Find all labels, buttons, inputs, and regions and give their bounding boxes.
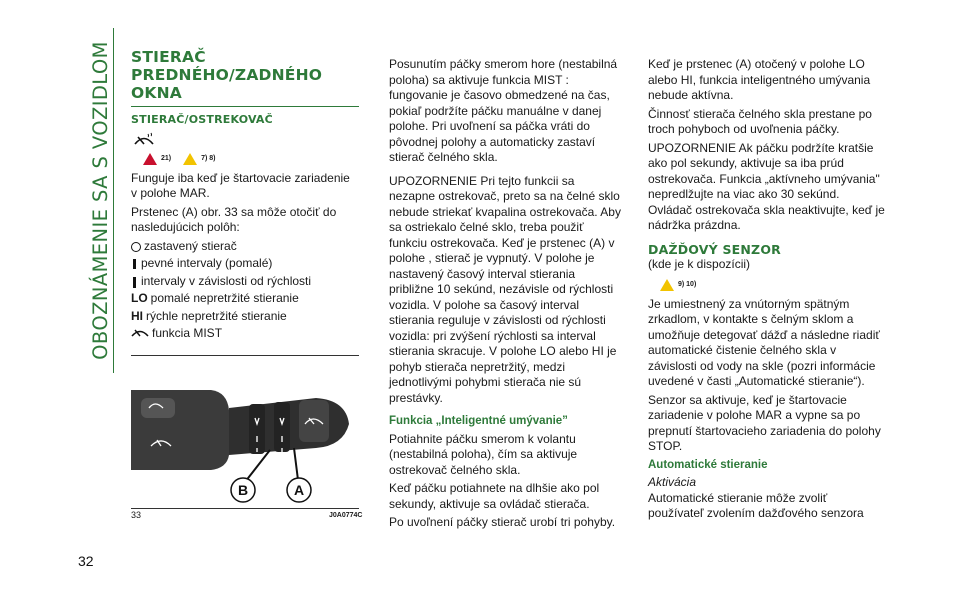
note-ref: 7) 8) [201,154,216,162]
paragraph: Funguje iba keď je štartovacie zariadenie v polohe MAR. [131,170,350,200]
paragraph: Potiahnite páčku smerom k volantu (nestabilná poloha), čím sa aktivuje ostrekovač čelného skla. [389,431,578,477]
paragraph: Po uvoľnení páčky stierač urobí tri pohyby. [389,515,616,529]
figure-top-rule [131,355,359,356]
section-heading: DAŽĎOVÝ SENZOR [648,241,781,257]
column-3 [648,57,886,525]
subsection-heading: Automatické stieranie [648,458,768,471]
note-ref: 9) 10) [678,280,697,288]
mist-icon [131,326,149,338]
danger-warning-icon [143,153,157,165]
paragraph: Automatické stieranie môže zvoliť používateľ zvolením dažďového senzora [648,490,864,520]
section-title: OBOZNÁMENIE SA S VOZIDLOM [88,41,112,360]
list-item: intervaly v závislosti od rýchlosti [131,274,359,290]
column-2 [389,57,621,534]
wiper-washer-icon [133,131,359,147]
interval-bar-icon [133,259,136,269]
figure-wiper-stalk [131,360,359,508]
paragraph: Keď páčku potiahnete na dlhšie ako pol sekundy, aktivuje sa ovládač stierača. [389,481,600,511]
circle-icon [131,242,141,252]
page-number: 32 [78,553,94,569]
speed-bar-icon [133,277,136,288]
list-item: HI rýchle nepretržité stieranie [131,308,287,323]
paragraph: UPOZORNENIE Ak páčku podržíte kratšie ako pol sekundy, aktivuje sa iba prúd ostrekovača. Funkcia „aktívneho umývania" nepredlžujte na viac ako 30 sekúnd. Ovládač ostrekovača skla neaktivujte, keď je nádržka prázdna. [648,140,885,232]
side-divider [113,28,114,373]
label-b: B [237,482,249,498]
section-heading: STIERAČ/OSTREKOVAČ [131,113,273,126]
paragraph: (kde je k dispozícii) [648,257,751,271]
note-ref: 21) [161,154,172,162]
subsection-heading: Funkcia „Inteligentné umývanie” [389,415,568,427]
paragraph: Posunutím páčky smerom hore (nestabilná poloha) sa aktivuje funkcia MIST : fungovanie je časovo obmedzené na čas, pokiaľ podržíte páčku manuálne v danej polohe. Pri uvoľnení sa páčka vráti do pôvodnej polohy a automaticky zastaví stierač čelného skla. [389,57,618,164]
label-a: A [293,482,305,498]
figure-number: 33 [131,510,142,520]
list-item: funkcia MIST [131,326,359,342]
figure-code: J0A0774C [329,512,363,519]
side-tab [88,28,112,373]
paragraph: Je umiestnený za vnútorným spätným zrkadlom, v kontakte s čelným sklom a umožňuje detegovať dážď a následne riadiť automatické čistenie čelného skla v závislosti od vody na skle (pozri informácie uvedené v časti „Automatické stieranie“). [648,296,880,388]
italic-subheading: Aktivácia [648,475,697,489]
paragraph: Senzor sa aktivuje, keď je štartovacie zariadenie v polohe MAR a vypne sa po prepnutí štartovacieho zariadenia do polohy STOP. [648,392,881,453]
list-symbol: LO [131,291,148,305]
paragraph: Prstenec (A) obr. 33 sa môže otočiť do nasledujúcich polôh: [131,204,337,234]
paragraph: Keď je prstenec (A) otočený v polohe LO alebo HI, funkcia inteligentného umývania nebude aktívna. [648,57,871,102]
caution-warning-icon [660,279,674,291]
warning-notes [143,150,359,168]
list-item: LO pomalé nepretržité stieranie [131,291,299,305]
paragraph: Činnosť stierača čelného skla prestane po troch pohyboch od uvoľnenia páčky. [648,106,872,136]
figure-bottom-rule [131,508,359,509]
page-heading: STIERAČ PREDNÉHO/ZADNÉHO OKNA [131,48,323,102]
list-item: zastavený stierač [131,239,359,255]
warning-notes [660,276,886,294]
column-1 [131,48,359,344]
list-symbol: HI [131,308,143,323]
caution-warning-icon [183,153,197,165]
list-item: pevné intervaly (pomalé) [131,256,359,272]
heading-rule [131,106,359,107]
paragraph: UPOZORNENIE Pri tejto funkcii sa nezapne ostrekovač, preto sa na čelné sklo nebude striekať kvapalina ostrekovača. Aby sa ostriekalo čelné sklo, treba použiť funkciu ostrekovača. Keď je prstenec (A) v polohe , stierač je vypnutý. V polohe je nastavený časový interval stierania približne 10 sekúnd, nezávisle od rýchlosti vozidla. V polohe sa časový interval stierania reguluje v závislosti od rýchlosti vozidla: pri zvýšení rýchlosti sa interval stierania skracuje. V polohe LO alebo HI je pohyb stierača nepretržitý, medzi jednotlivými pohybmi stierača nie sú prestávky. [389,173,621,405]
